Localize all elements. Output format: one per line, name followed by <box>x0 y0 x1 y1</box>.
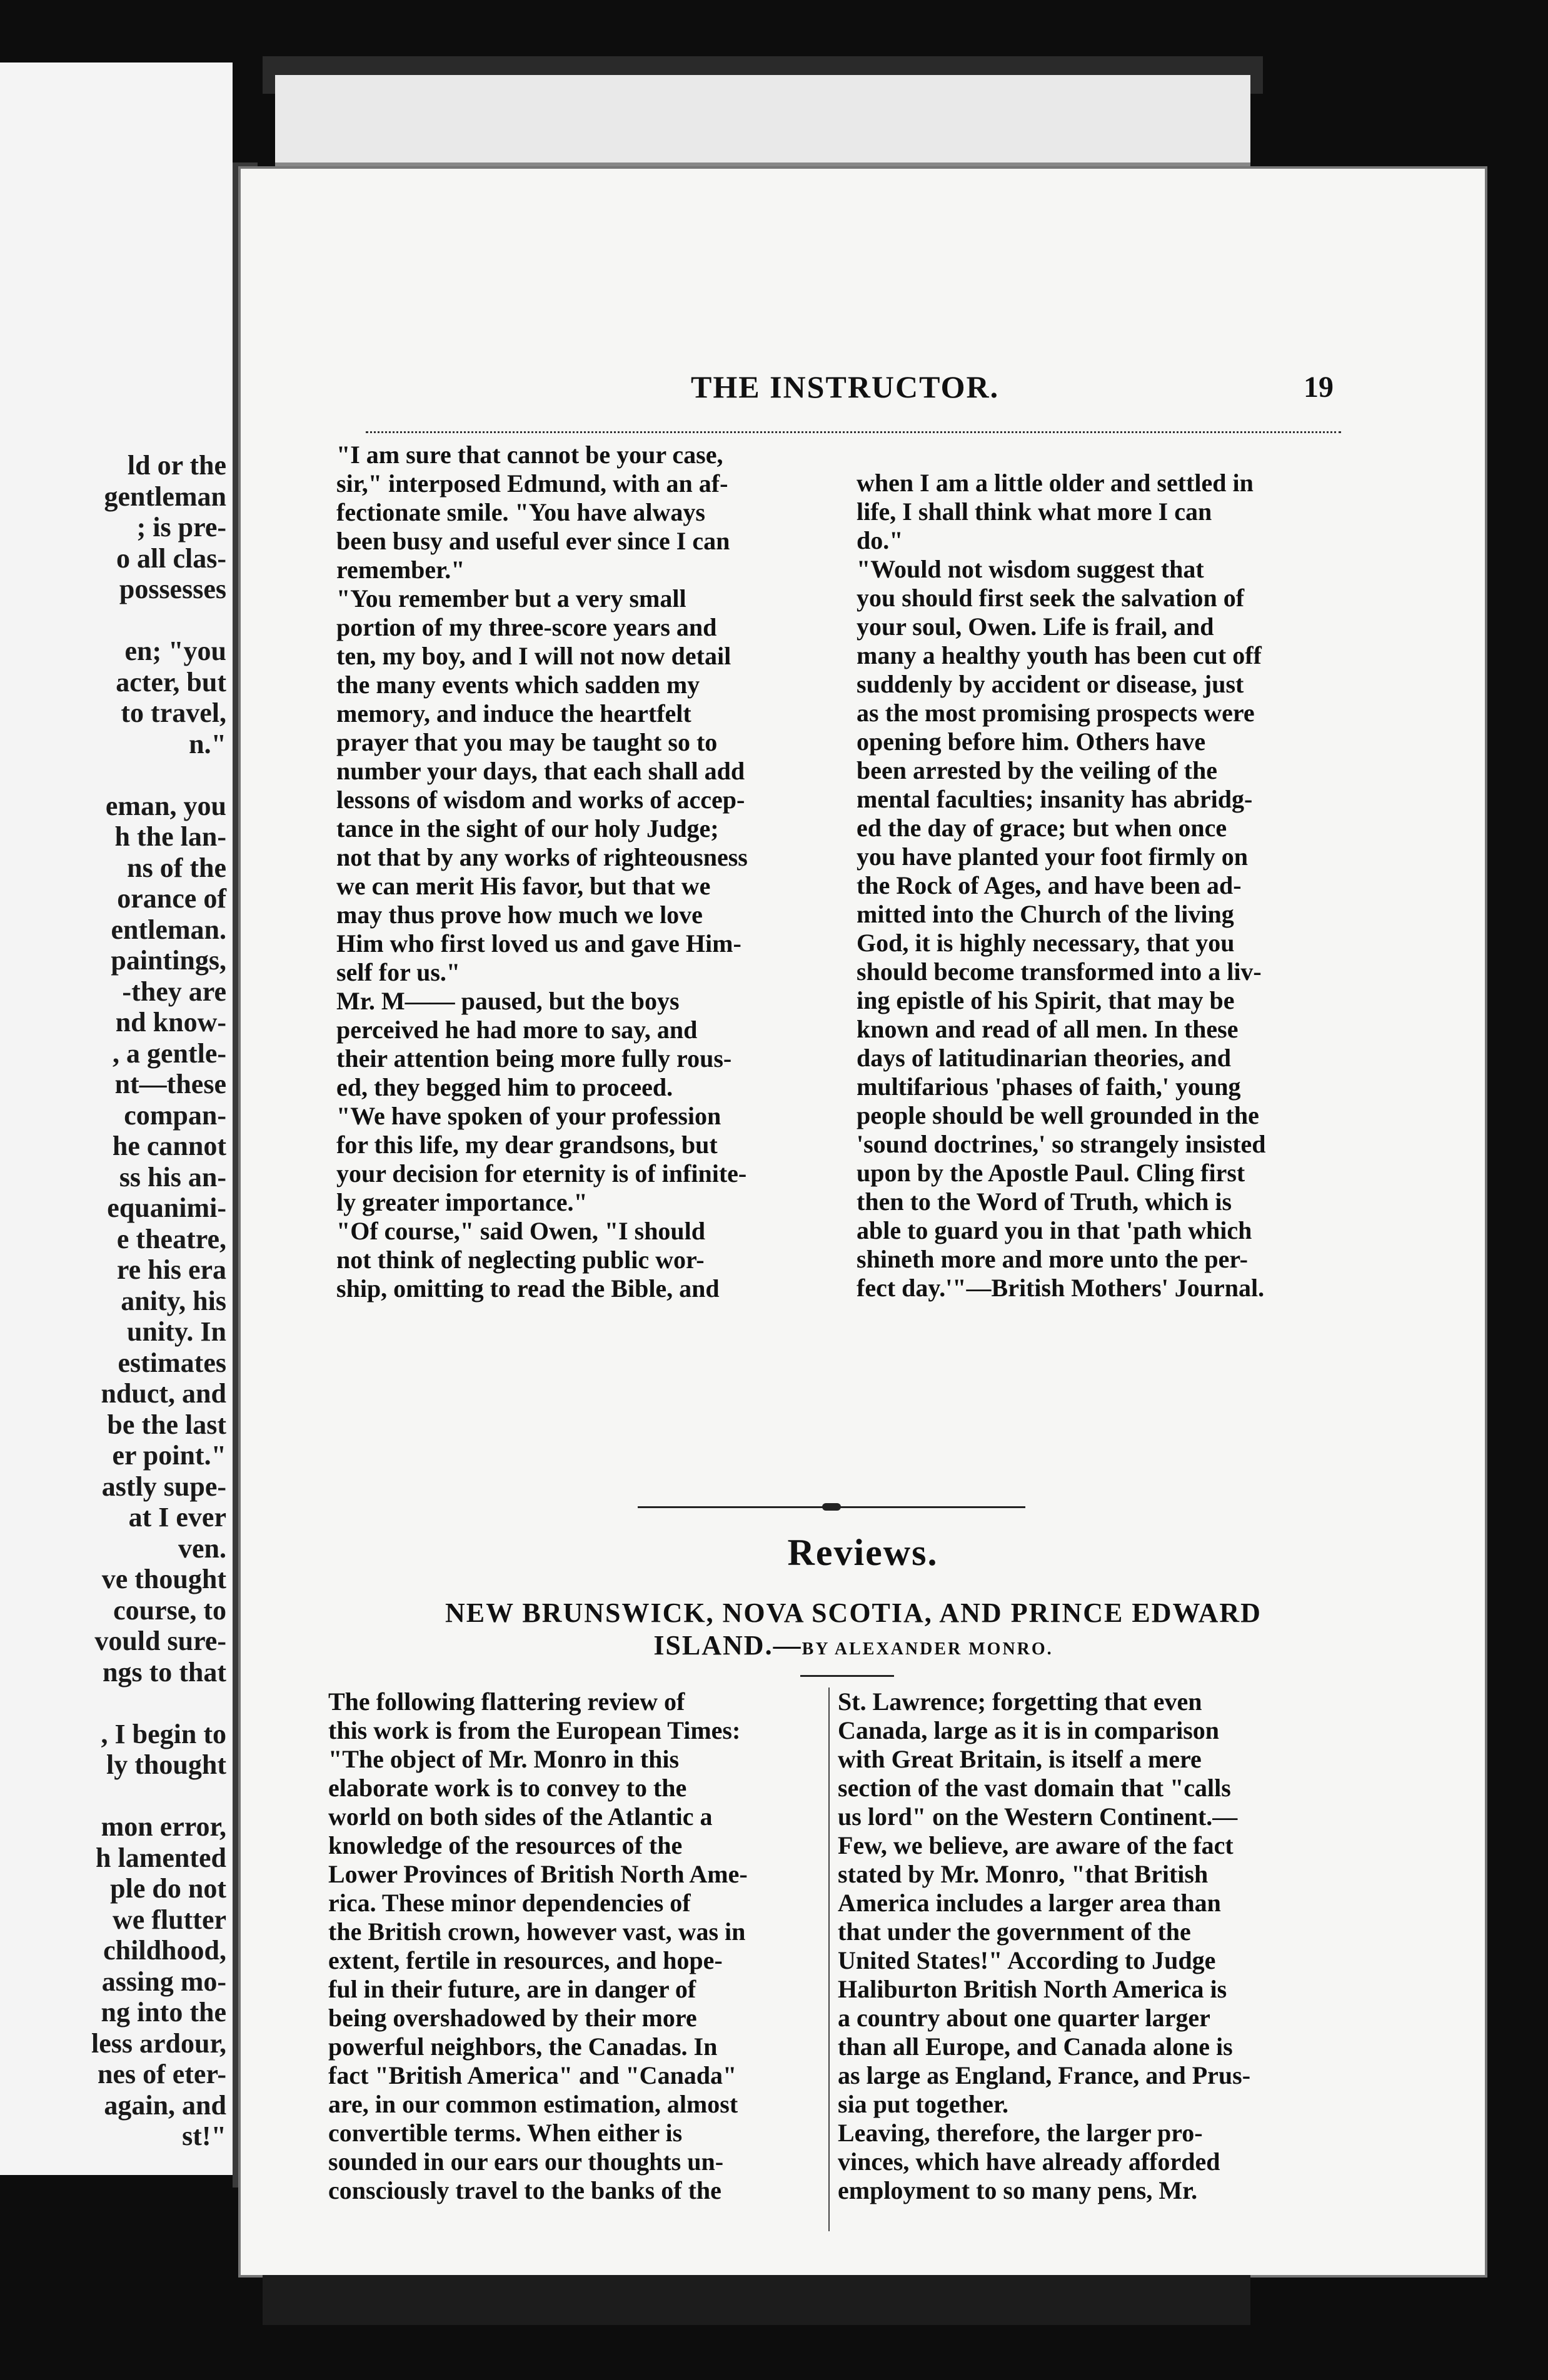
text-line: shineth more and more unto the per- <box>857 1245 1248 1273</box>
text-line: perceived he had more to say, and <box>336 1016 698 1044</box>
text-line: do." <box>857 526 903 554</box>
left-page-line: assing mo- <box>101 1966 226 1997</box>
review-text-line: The following flattering review of <box>328 1688 685 1716</box>
text-line: the many events which sadden my <box>336 671 700 699</box>
text-line: memory, and induce the heartfelt <box>336 699 691 728</box>
left-page-line: nd know- <box>115 1007 226 1038</box>
text-line: ed the day of grace; but when once <box>857 814 1227 842</box>
review-text-line: Leaving, therefore, the larger pro- <box>838 2119 1203 2147</box>
text-line: lessons of wisdom and works of accep- <box>336 786 745 814</box>
text-line: "Would not wisdom suggest that <box>857 555 1204 583</box>
text-line: ing epistle of his Spirit, that may be <box>857 986 1235 1014</box>
running-title: THE INSTRUCTOR. <box>691 369 1000 404</box>
left-page-line: unity. In <box>127 1316 226 1347</box>
column-1-story <box>336 441 821 1303</box>
left-page-line: orance of <box>117 883 226 914</box>
left-page-line: again, and <box>104 2089 226 2121</box>
text-line: been arrested by the veiling of the <box>857 756 1217 784</box>
text-line: Him who first loved us and gave Him- <box>336 929 741 958</box>
left-page-line: we flutter <box>112 1904 226 1935</box>
left-page-line: ve thought <box>101 1564 226 1594</box>
left-page-text <box>1 450 226 2152</box>
review-text-line: "The object of Mr. Monro in this <box>328 1745 680 1773</box>
review-byline: BY ALEXANDER MONRO. <box>802 1639 1053 1659</box>
review-text-line: knowledge of the resources of the <box>328 1831 683 1859</box>
text-line: upon by the Apostle Paul. Cling first <box>857 1159 1245 1187</box>
review-text-line: are, in our common estimation, almost <box>328 2090 738 2118</box>
review-text-line: section of the vast domain that "calls <box>838 1774 1231 1802</box>
text-line: many a healthy youth has been cut off <box>857 641 1262 669</box>
left-page-line: anity, his <box>121 1285 226 1316</box>
left-page-line: h lamented <box>96 1842 226 1873</box>
left-page-line: e theatre, <box>116 1223 226 1254</box>
review-text-line: fact "British America" and "Canada" <box>328 2061 737 2089</box>
review-text-line: than all Europe, and Canada alone is <box>838 2032 1233 2061</box>
left-page-line: ly thought <box>106 1749 226 1780</box>
review-text-line: St. Lawrence; forgetting that even <box>838 1688 1202 1716</box>
left-page-line: nes of eter- <box>97 2059 226 2089</box>
text-line: mental faculties; insanity has abridg- <box>857 785 1253 813</box>
review-text-line: with Great Britain, is itself a mere <box>838 1745 1202 1773</box>
review-text-line: United States!" According to Judge <box>838 1946 1216 1974</box>
left-page-line: equanimi- <box>107 1192 226 1223</box>
text-line: sir," interposed Edmund, with an af- <box>336 469 728 498</box>
left-page-line: , I begin to <box>101 1718 226 1749</box>
text-line: opening before him. Others have <box>857 728 1206 756</box>
text-line: people should be well grounded in the <box>857 1101 1259 1129</box>
left-page-line: estimates <box>118 1347 226 1378</box>
review-text-line: convertible terms. When either is <box>328 2119 683 2147</box>
review-text-line: this work is from the European Times: <box>328 1716 741 1744</box>
text-line: their attention being more fully rous- <box>336 1044 732 1072</box>
section-heading: Reviews. <box>787 1532 938 1573</box>
text-line: may thus prove how much we love <box>336 901 703 929</box>
left-page-line: at I ever <box>128 1502 226 1532</box>
left-page-line: en; "you <box>124 636 226 666</box>
left-page-line: -they are <box>122 976 226 1007</box>
text-line: ten, my boy, and I will not now detail <box>336 642 731 670</box>
review-text-line: Few, we believe, are aware of the fact <box>838 1831 1234 1859</box>
text-line: ship, omitting to read the Bible, and <box>336 1274 720 1302</box>
text-line: your soul, Owen. Life is frail, and <box>857 612 1214 641</box>
left-page-line: n." <box>189 728 226 759</box>
text-line: you should first seek the salvation of <box>857 584 1245 612</box>
text-line: known and read of all men. In these <box>857 1015 1239 1043</box>
review-text-line: ful in their future, are in danger of <box>328 1975 696 2003</box>
text-line: "I am sure that cannot be your case, <box>336 441 723 469</box>
text-line: fectionate smile. "You have always <box>336 498 705 526</box>
review-text-line: sia put together. <box>838 2090 1008 2118</box>
left-page-line: er point." <box>112 1440 226 1471</box>
review-title-rule <box>800 1675 894 1677</box>
text-line: prayer that you may be taught so to <box>336 728 718 756</box>
column-2-story <box>857 469 1341 1302</box>
text-line: "We have spoken of your profession <box>336 1102 721 1130</box>
text-line: ly greater importance." <box>336 1188 588 1216</box>
text-line: been busy and useful ever since I can <box>336 527 730 555</box>
left-page-line: course, to <box>113 1594 226 1626</box>
column-divider <box>828 1688 830 2231</box>
book-top-edge <box>275 75 1250 166</box>
section-divider <box>638 1506 1025 1508</box>
page-number: 19 <box>1304 371 1334 404</box>
review-text-line: as large as England, France, and Prus- <box>838 2061 1251 2089</box>
left-page-line: mon error, <box>101 1811 226 1842</box>
text-line: able to guard you in that 'path which <box>857 1216 1252 1244</box>
left-page-line: possesses <box>119 574 226 604</box>
review-column-2 <box>838 1688 1344 2205</box>
review-text-line: being overshadowed by their more <box>328 2004 697 2032</box>
review-text-line: Haliburton British North America is <box>838 1975 1227 2003</box>
left-page-line: ng into the <box>101 1997 226 2028</box>
left-page-line: ple do not <box>110 1873 226 1904</box>
left-page-line: o all clas- <box>116 542 226 574</box>
text-line: days of latitudinarian theories, and <box>857 1044 1231 1072</box>
text-line: number your days, that each shall add <box>336 757 745 785</box>
review-text-line: Lower Provinces of British North Ame- <box>328 1860 748 1888</box>
text-line: self for us." <box>336 958 461 986</box>
left-page-line: acter, but <box>116 666 226 698</box>
text-line: fect day.'"—British Mothers' Journal. <box>857 1274 1265 1302</box>
text-line: when I am a little older and settled in <box>857 469 1254 497</box>
review-text-line: vinces, which have already afforded <box>838 2148 1220 2176</box>
review-column-1 <box>328 1688 828 2205</box>
text-line: "You remember but a very small <box>336 584 686 612</box>
text-line: should become transformed into a liv- <box>857 958 1262 986</box>
review-text-line: sounded in our ears our thoughts un- <box>328 2148 724 2176</box>
left-page-line: st!" <box>182 2121 226 2151</box>
left-page-line: paintings, <box>111 945 226 976</box>
review-text-line: stated by Mr. Monro, "that British <box>838 1860 1209 1888</box>
left-page-line: ss his an- <box>119 1161 226 1192</box>
right-page <box>241 169 1485 2275</box>
text-line: remember." <box>336 556 465 584</box>
text-line: then to the Word of Truth, which is <box>857 1188 1232 1216</box>
review-text-line: Canada, large as it is in comparison <box>838 1716 1220 1744</box>
left-page-line: less ardour, <box>91 2028 226 2059</box>
left-page-line: compan- <box>124 1099 226 1131</box>
text-line: for this life, my dear grandsons, but <box>336 1131 718 1159</box>
text-line: as the most promising prospects were <box>857 699 1255 727</box>
review-text-line: us lord" on the Western Continent.— <box>838 1802 1238 1831</box>
left-page-line: childhood, <box>103 1935 226 1966</box>
text-line: the Rock of Ages, and have been ad- <box>857 871 1242 899</box>
left-page-line <box>1 605 226 636</box>
review-text-line: that under the government of the <box>838 1918 1191 1946</box>
left-page-line: ; is pre- <box>136 512 226 542</box>
review-text-line: rica. These minor dependencies of <box>328 1889 691 1917</box>
review-text-line: a country about one quarter larger <box>838 2004 1210 2032</box>
left-page-line: ns of the <box>127 852 226 883</box>
left-page-line: re his era <box>116 1254 226 1285</box>
text-line: God, it is highly necessary, that you <box>857 929 1235 957</box>
left-page-line <box>1 759 226 791</box>
review-text-line: elaborate work is to convey to the <box>328 1774 687 1802</box>
text-line: 'sound doctrines,' so strangely insisted <box>857 1130 1266 1158</box>
review-text-line: extent, fertile in resources, and hope- <box>328 1946 723 1974</box>
header-rule <box>366 431 1341 433</box>
left-page-line: astly supe- <box>101 1471 226 1502</box>
review-text-line: powerful neighbors, the Canadas. In <box>328 2032 718 2061</box>
review-title-line-1: NEW BRUNSWICK, NOVA SCOTIA, AND PRINCE EDWARD <box>445 1598 1262 1628</box>
text-line: life, I shall think what more I can <box>857 498 1212 526</box>
left-page-line: ld or the <box>127 450 226 481</box>
review-title-line-2: ISLAND.— <box>653 1630 802 1661</box>
left-page-line: nduct, and <box>101 1378 226 1409</box>
text-line: ed, they begged him to proceed. <box>336 1073 673 1101</box>
review-title <box>316 1597 1391 1666</box>
left-page-line: h the lan- <box>114 821 226 852</box>
text-line: tance in the sight of our holy Judge; <box>336 814 719 842</box>
left-page-line: gentleman <box>104 481 226 512</box>
left-page-line <box>1 1688 226 1719</box>
text-line: you have planted your foot firmly on <box>857 842 1248 871</box>
left-page-line: he cannot <box>112 1131 226 1161</box>
left-page-line: be the last <box>107 1409 226 1440</box>
text-line: not think of neglecting public wor- <box>336 1246 705 1274</box>
page-header <box>241 369 1485 406</box>
text-line: your decision for eternity is of infinite- <box>336 1159 747 1188</box>
text-line: "Of course," said Owen, "I should <box>336 1217 706 1245</box>
text-line: we can merit His favor, but that we <box>336 872 711 900</box>
text-line: Mr. M—— paused, but the boys <box>336 987 680 1015</box>
text-line: portion of my three-score years and <box>336 613 717 641</box>
left-page-line: nt—these <box>114 1069 226 1099</box>
left-page-line <box>1 1781 226 1812</box>
review-text-line: world on both sides of the Atlantic a <box>328 1802 713 1831</box>
review-text-line: America includes a larger area than <box>838 1889 1221 1917</box>
left-page-line: vould sure- <box>94 1626 226 1656</box>
left-page-line: ngs to that <box>102 1656 226 1688</box>
left-page-line: to travel, <box>121 698 226 728</box>
left-page-line: eman, you <box>105 790 226 821</box>
text-line: suddenly by accident or disease, just <box>857 670 1244 698</box>
book-bottom-edge <box>263 2275 1250 2325</box>
left-page-line: , a gentle- <box>112 1038 226 1069</box>
left-page <box>0 62 233 2175</box>
review-text-line: consciously travel to the banks of the <box>328 2176 721 2204</box>
review-text-line: employment to so many pens, Mr. <box>838 2176 1198 2204</box>
text-line: multifarious 'phases of faith,' young <box>857 1072 1241 1101</box>
left-page-line: entleman. <box>111 914 226 945</box>
left-page-line: ven. <box>178 1532 226 1564</box>
review-text-line: the British crown, however vast, was in <box>328 1918 746 1946</box>
text-line: mitted into the Church of the living <box>857 900 1234 928</box>
text-line: not that by any works of righteousness <box>336 843 748 871</box>
